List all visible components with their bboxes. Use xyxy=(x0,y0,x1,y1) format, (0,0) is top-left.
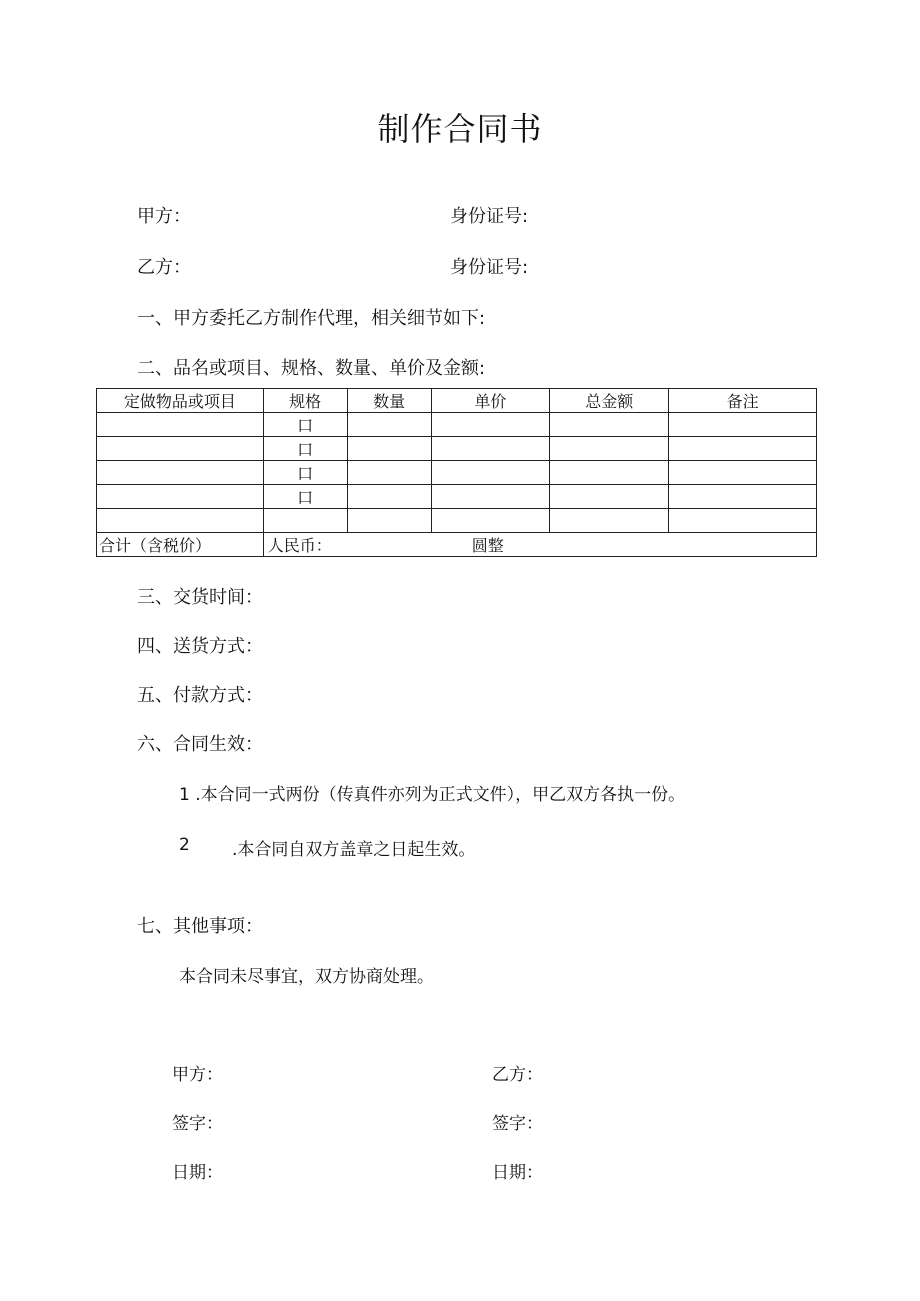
table-cell xyxy=(669,485,817,509)
section-1-heading: 一、甲方委托乙方制作代理，相关细节如下: xyxy=(137,308,486,329)
signature-party-b-sign: 签字： xyxy=(492,1114,543,1134)
party-a-label: 甲方： xyxy=(137,206,191,227)
party-b-label: 乙方： xyxy=(137,257,191,278)
header-cell-quantity: 数量 xyxy=(347,389,431,413)
table-cell xyxy=(97,437,264,461)
signature-party-a-sign: 签字： xyxy=(172,1114,223,1134)
table-row xyxy=(97,509,817,533)
table-cell xyxy=(431,485,550,509)
table-cell xyxy=(550,437,669,461)
table-header-row xyxy=(97,389,817,413)
document-title: 制作合同书 xyxy=(377,110,543,148)
table-cell xyxy=(669,413,817,437)
table-cell xyxy=(431,413,550,437)
section-2-heading: 二、品名或项目、规格、数量、单价及金额: xyxy=(137,358,486,379)
table-total-row xyxy=(97,533,817,557)
header-cell-spec: 规格 xyxy=(263,389,347,413)
total-label: 合计（含税价） xyxy=(97,533,264,557)
table-cell xyxy=(431,509,550,533)
section-6-heading: 六、合同生效： xyxy=(137,734,263,755)
table-cell: 口 xyxy=(263,413,347,437)
table-cell xyxy=(347,413,431,437)
table-row xyxy=(97,485,817,509)
table-cell xyxy=(669,461,817,485)
section-6-item-2-text: .本合同自双方盖章之日起生效。 xyxy=(232,840,476,860)
total-amount-cell xyxy=(263,533,816,557)
table-cell xyxy=(550,509,669,533)
table-cell xyxy=(669,437,817,461)
header-cell-remarks: 备注 xyxy=(669,389,817,413)
table-cell xyxy=(347,461,431,485)
table-cell xyxy=(97,413,264,437)
table-cell xyxy=(550,485,669,509)
section-6-item-1: 1 .本合同一式两份（传真件亦列为正式文件），甲乙双方各执一份。 xyxy=(179,785,686,805)
signature-party-b: 乙方： xyxy=(492,1065,543,1085)
table-cell xyxy=(550,413,669,437)
signature-party-a: 甲方： xyxy=(172,1065,223,1085)
signature-party-b-date: 日期： xyxy=(492,1163,543,1183)
section-3-heading: 三、交货时间： xyxy=(137,587,263,608)
table-cell: 口 xyxy=(263,461,347,485)
table-row xyxy=(97,413,817,437)
table-cell xyxy=(347,437,431,461)
section-4-heading: 四、送货方式： xyxy=(137,636,263,657)
header-cell-item: 定做物品或项目 xyxy=(97,389,264,413)
party-b-id-label: 身份证号: xyxy=(450,257,529,278)
signature-party-a-date: 日期： xyxy=(172,1163,223,1183)
table-cell xyxy=(347,509,431,533)
section-6-item-2-number: 2 xyxy=(179,835,190,855)
table-cell xyxy=(550,461,669,485)
section-7-text: 本合同未尽事宜，双方协商处理。 xyxy=(179,967,434,987)
items-table xyxy=(96,388,817,557)
table-row xyxy=(97,437,817,461)
party-a-id-label: 身份证号: xyxy=(450,206,529,227)
table-cell: 口 xyxy=(263,437,347,461)
table-cell xyxy=(97,461,264,485)
table-cell xyxy=(97,509,264,533)
header-cell-unit-price: 单价 xyxy=(431,389,550,413)
section-5-heading: 五、付款方式： xyxy=(137,685,263,706)
table-cell xyxy=(263,509,347,533)
table-cell: 口 xyxy=(263,485,347,509)
total-unit-label: 圆整 xyxy=(471,536,504,555)
header-cell-total-amount: 总金额 xyxy=(550,389,669,413)
table-row xyxy=(97,461,817,485)
table-cell xyxy=(669,509,817,533)
section-7-heading: 七、其他事项： xyxy=(137,916,263,937)
table-cell xyxy=(347,485,431,509)
table-cell xyxy=(431,437,550,461)
table-cell xyxy=(431,461,550,485)
table-cell xyxy=(97,485,264,509)
total-currency-label: 人民币： xyxy=(267,536,332,555)
